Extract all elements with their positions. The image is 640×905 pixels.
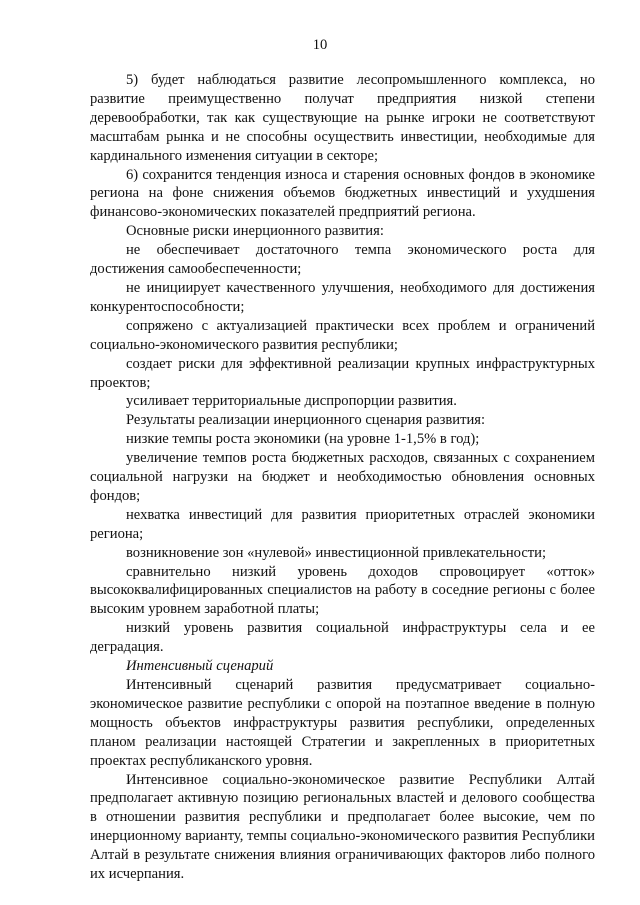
paragraph: сравнительно низкий уровень доходов спровоцирует «отток» высококвалифицированных специалистов на работу в соседние регионы с более высоким уровнем заработной платы; bbox=[90, 563, 595, 618]
paragraph: 5) будет наблюдаться развитие лесопромышленного комплекса, но развитие преимущественно получат предприятия низкой степени деревообработки, так как существующие на рынке игроки не соответствуют масштабам рынка и не способны осуществить инвестиции, необходимые для кардинального изменения ситуации в секторе; bbox=[90, 72, 595, 164]
section-heading: Интенсивный сценарий bbox=[126, 658, 274, 675]
paragraph: не инициирует качественного улучшения, необходимого для достижения конкурентоспособности; bbox=[90, 279, 595, 315]
paragraph: нехватка инвестиций для развития приоритетных отраслей экономики региона; bbox=[90, 506, 595, 542]
paragraph: увеличение темпов роста бюджетных расходов, связанных с сохранением социальной нагрузки на бюджет и необходимостью обновления основных фондов; bbox=[90, 450, 595, 504]
paragraph: не обеспечивает достаточного темпа экономического роста для достижения самообеспеченности; bbox=[90, 242, 595, 278]
page-number: 10 bbox=[312, 37, 328, 53]
paragraph: низкий уровень развития социальной инфраструктуры села и ее деградация. bbox=[90, 620, 595, 656]
paragraph: сопряжено с актуализацией практически всех проблем и ограничений социально-экономического развития республики; bbox=[90, 317, 595, 353]
paragraph: Интенсивное социально-экономическое развитие Республики Алтай предполагает активную позицию региональных властей и делового сообщества в отношении развития республики и предполагает более высокие, чем по инерционному варианту, темпы социально-экономического развития Республики Алтай в результате снижения влияния ограничивающих факторов либо полного их исчерпания. bbox=[90, 771, 595, 883]
paragraph: Интенсивный сценарий развития предусматривает социально-экономическое развитие республики с опорой на поэтапное введение в полную мощность объектов инфраструктуры развития республики, определенных планом реализации настоящей Стратегии и закрепленных в приоритетных проектах республиканского уровня. bbox=[90, 677, 595, 769]
paragraph: создает риски для эффективной реализации крупных инфраструктурных проектов; bbox=[90, 355, 595, 391]
paragraph: 6) сохранится тенденция износа и старения основных фондов в экономике региона на фоне снижения объемов бюджетных инвестиций и ухудшения финансово-экономических показателей предприятий региона. bbox=[90, 166, 595, 221]
paragraph: низкие темпы роста экономики (на уровне 1-1,5% в год); bbox=[126, 431, 480, 448]
document-body bbox=[90, 71, 595, 884]
paragraph: усиливает территориальные диспропорции развития. bbox=[126, 393, 457, 410]
paragraph: Результаты реализации инерционного сценария развития: bbox=[126, 412, 486, 429]
paragraph: возникновение зон «нулевой» инвестиционной привлекательности; bbox=[126, 544, 547, 561]
paragraph: Основные риски инерционного развития: bbox=[126, 223, 384, 240]
